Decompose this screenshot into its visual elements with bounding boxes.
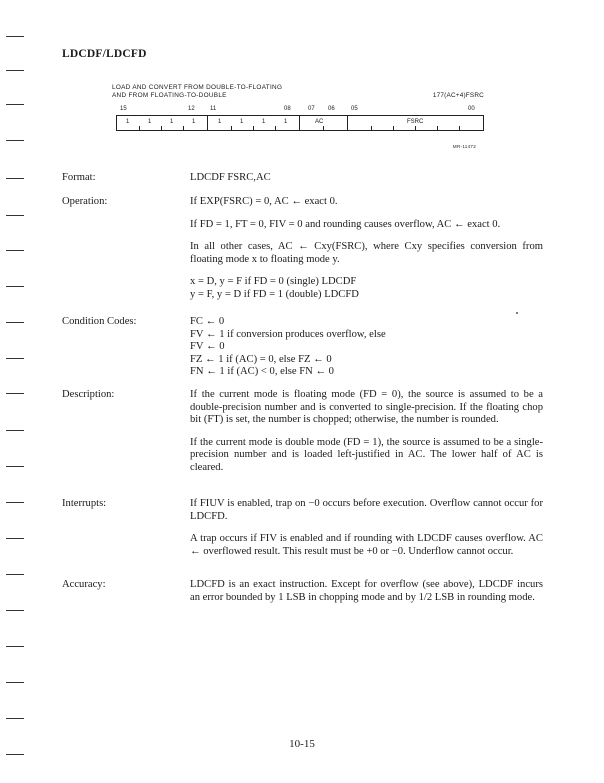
opcode-label: 177(AC+4)FSRC xyxy=(432,92,484,99)
condition-code-line: FN ← 1 if (AC) < 0, else FN ← 0 xyxy=(190,366,334,377)
bit-value: 1 xyxy=(170,119,174,125)
condition-code-line: FZ ← 1 if (AC) = 0, else FZ ← 0 xyxy=(190,353,332,365)
condition-code-line: FC ← 0 xyxy=(190,316,225,327)
scan-speck xyxy=(516,312,518,314)
bit-value: 1 xyxy=(284,119,288,125)
condition-code-line: FV ← 1 if conversion produces overflow, else xyxy=(190,328,386,340)
ac-field: AC xyxy=(315,119,324,125)
bit-value: 1 xyxy=(126,119,130,125)
operation-p1: If EXP(FSRC) = 0, AC ← exact 0. xyxy=(190,196,338,207)
format-text: LDCDF FSRC,AC xyxy=(190,172,271,183)
accuracy-p1: LDCFD is an exact instruction. Except for overflow (see above), LDCDF incurs an error bounded by 1 LSB in chopping mode and by 1/2 LSB in rounding mode. xyxy=(190,579,543,603)
operation-section xyxy=(190,196,543,311)
bit-number: 12 xyxy=(188,106,195,112)
margin-marks xyxy=(0,0,30,783)
bit-number: 07 xyxy=(308,106,315,112)
interrupts-label: Interrupts: xyxy=(62,498,107,509)
bit-number: 11 xyxy=(210,106,217,112)
fsrc-field: FSRC xyxy=(407,119,424,125)
condition-codes-label: Condition Codes: xyxy=(62,316,137,327)
interrupts-section xyxy=(190,498,543,568)
bit-number: 05 xyxy=(351,106,358,112)
page-number: 10-15 xyxy=(289,738,315,750)
figure-caption: LOAD AND CONVERT FROM DOUBLE-TO-FLOATING AND FROM FLOATING-TO-DOUBLE xyxy=(112,84,283,99)
interrupts-p2: A trap occurs if FIV is enabled and if rounding with LDCDF causes overflow. AC ← overflowed result. This result must be +0 or −0. Underflow cannot occur. xyxy=(190,533,543,557)
instruction-format-figure xyxy=(112,84,490,156)
description-label: Description: xyxy=(62,389,115,400)
bit-value: 1 xyxy=(192,119,196,125)
condition-code-line: FV ← 0 xyxy=(190,341,225,352)
format-label: Format: xyxy=(62,172,96,183)
operation-p4: x = D, y = F if FD = 0 (single) LDCDF y = F, y = D if FD = 1 (double) LDCFD xyxy=(190,276,359,300)
register-diagram xyxy=(116,115,484,131)
condition-codes-list xyxy=(190,316,543,379)
operation-label: Operation: xyxy=(62,196,108,207)
bit-number: 00 xyxy=(468,106,475,112)
accuracy-section xyxy=(190,579,543,614)
description-p1: If the current mode is floating mode (FD = 0), the source is assumed to be a double-precision number and is converted to single-precision. If the floating chop bit (FT) is set, the number is chopped; otherwise, the number is rounded. xyxy=(190,389,543,425)
accuracy-label: Accuracy: xyxy=(62,579,106,590)
description-p2: If the current mode is double mode (FD = 1), the source is assumed to be a single-precision number and is loaded left-justified in AC. The lower half of AC is cleared. xyxy=(190,436,543,473)
bit-value: 1 xyxy=(148,119,152,125)
figure-reference: MR-11472 xyxy=(452,144,476,149)
bit-value: 1 xyxy=(262,119,266,125)
description-section xyxy=(190,389,543,484)
operation-p3: In all other cases, AC ← Cxy(FSRC), where Cxy specifies conversion from floating mode x to floating mode y. xyxy=(190,241,543,265)
operation-p2: If FD = 1, FT = 0, FIV = 0 and rounding causes overflow, AC ← exact 0. xyxy=(190,218,501,230)
bit-number: 06 xyxy=(328,106,335,112)
bit-number: 08 xyxy=(284,106,291,112)
bit-number: 15 xyxy=(120,106,127,112)
page-title: LDCDF/LDCFD xyxy=(62,48,147,60)
interrupts-p1: If FIUV is enabled, trap on −0 occurs before execution. Overflow cannot occur for LDCFD. xyxy=(190,498,543,522)
bit-value: 1 xyxy=(240,119,244,125)
bit-value: 1 xyxy=(218,119,222,125)
